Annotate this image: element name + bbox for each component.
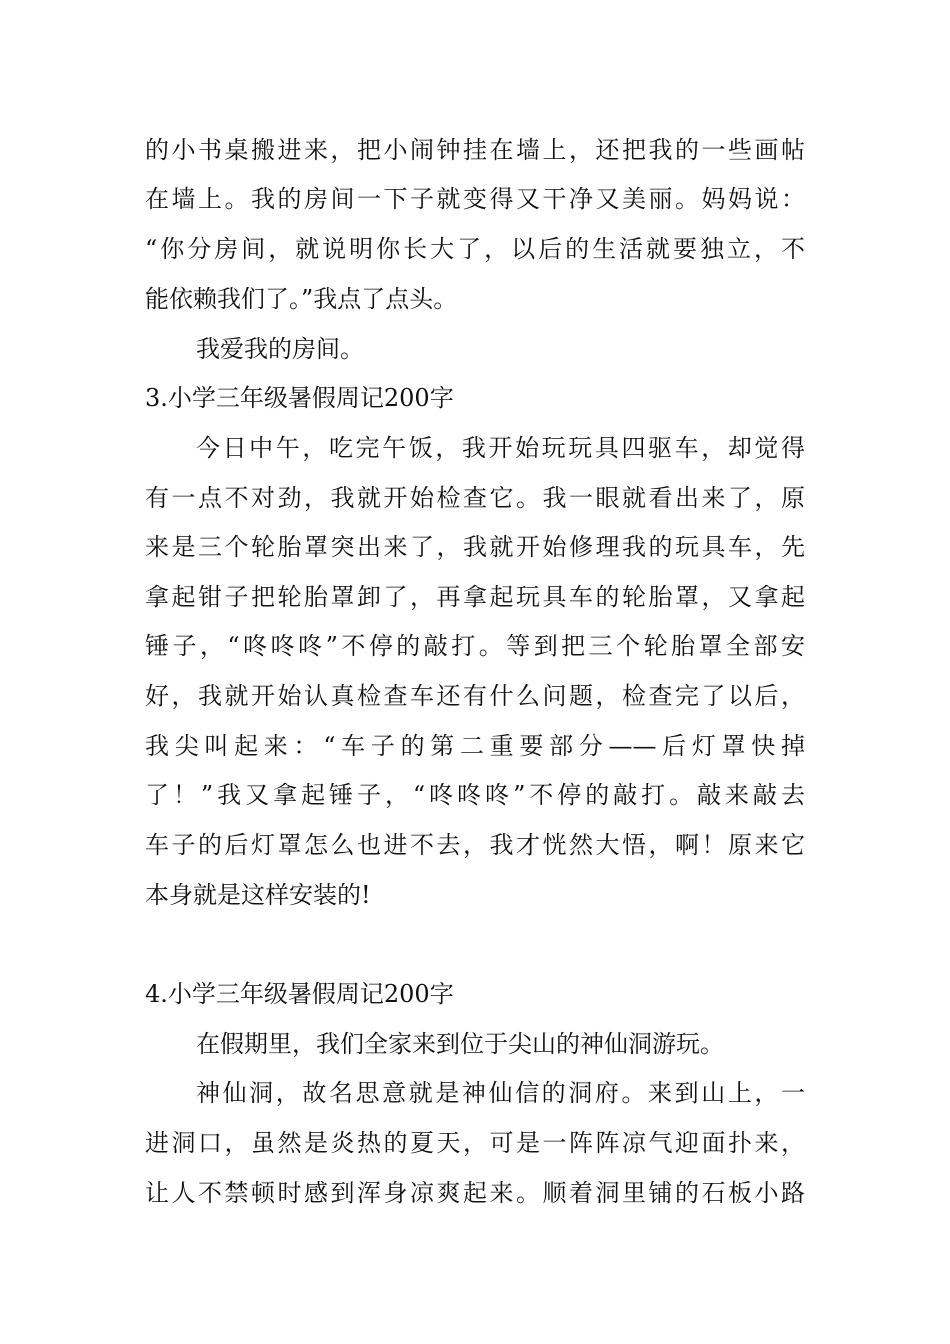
paragraph-line: 了！”我又拿起锤子，“咚咚咚”不停的敲打。敲来敲去	[145, 781, 805, 809]
paragraph-line: 今日中午，吃完午饭，我开始玩玩具四驱车，却觉得	[196, 434, 805, 462]
section-heading: 3.小学三年级暑假周记200字	[145, 384, 454, 412]
paragraph-line: 在假期里，我们全家来到位于尖山的神仙洞游玩。	[196, 1030, 724, 1058]
paragraph-line: 好，我就开始认真检查车还有什么问题，检查完了以后，	[145, 682, 805, 710]
paragraph-line: 让人不禁顿时感到浑身凉爽起来。顺着洞里铺的石板小路	[145, 1179, 805, 1207]
paragraph-line: 来是三个轮胎罩突出来了，我就开始修理我的玩具车，先	[145, 533, 805, 561]
paragraph-line: 的小书桌搬进来，把小闹钟挂在墙上，还把我的一些画帖	[145, 136, 805, 164]
paragraph-line: 在墙上。我的房间一下子就变得又干净又美丽。妈妈说：	[145, 185, 805, 213]
paragraph-line: 我爱我的房间。	[196, 335, 364, 363]
paragraph-line: “你分房间，就说明你长大了，以后的生活就要独立，不	[145, 235, 805, 263]
paragraph-line: 进洞口，虽然是炎热的夏天，可是一阵阵凉气迎面扑来，	[145, 1129, 805, 1157]
paragraph-line: 神仙洞，故名思意就是神仙信的洞府。来到山上，一	[196, 1079, 805, 1107]
section-heading: 4.小学三年级暑假周记200字	[145, 980, 454, 1008]
paragraph-line: 锤子，“咚咚咚”不停的敲打。等到把三个轮胎罩全部安	[145, 632, 805, 660]
paragraph-line: 拿起钳子把轮胎罩卸了，再拿起玩具车的轮胎罩，又拿起	[145, 583, 805, 611]
paragraph-line: 能依赖我们了。”我点了点头。	[145, 285, 458, 313]
paragraph-line: 车子的后灯罩怎么也进不去，我才恍然大悟，啊！原来它	[145, 831, 805, 859]
paragraph-line: 有一点不对劲，我就开始检查它。我一眼就看出来了，原	[145, 484, 805, 512]
paragraph-line: 本身就是这样安装的!	[145, 881, 371, 909]
paragraph-line: 我尖叫起来：“车子的第二重要部分——后灯罩快掉	[145, 732, 805, 760]
